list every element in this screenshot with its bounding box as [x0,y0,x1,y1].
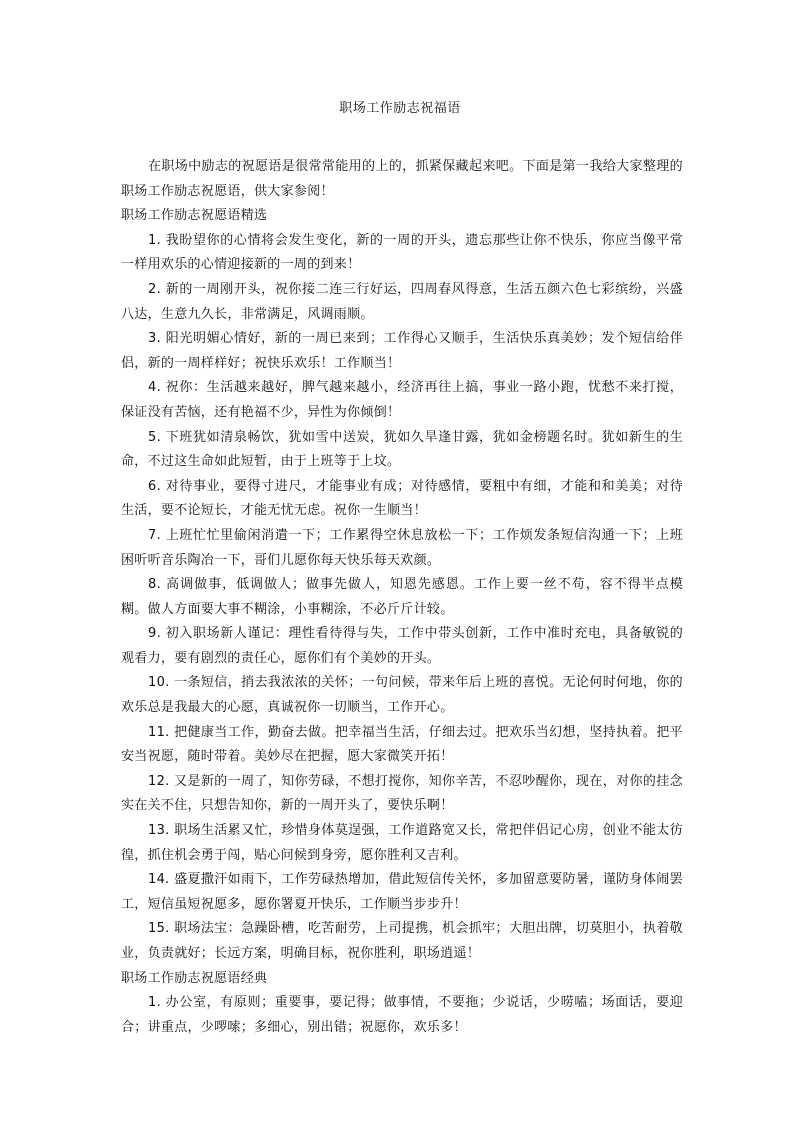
list-item: 4. 祝你：生活越来越好，脾气越来越小，经济再往上搞，事业一路小跑，忧愁不来打搅，保证没有苦恼，还有艳福不少，异性为你倾倒！ [121,380,683,420]
list-item: 2. 新的一周刚开头，祝你接二连三行好运，四周春风得意，生活五颜六色七彩缤纷，兴盛八达，生意九久长，非常满足，风调雨顺。 [121,281,683,322]
list-item: 14. 盛夏撒汗如雨下，工作劳碌热增加，借此短信传关怀，多加留意要防暑，谨防身体闹罢工，短信虽短祝愿多，愿你署夏开快乐，工作顺当步步升！ [121,872,683,912]
list-item: 6. 对待事业，要得寸进尺，才能事业有成；对待感情，要粗中有细，才能和和美美；对待生活，要不论短长，才能无忧无虑。祝你一生顺当！ [121,478,683,519]
list-item: 1. 我盼望你的心情将会发生变化，新的一周的开头，遗忘那些让你不快乐，你应当像平常一样用欢乐的心情迎接新的一周的到来！ [121,232,683,273]
document-body [121,155,683,1040]
list-item: 7. 上班忙忙里偷闲消遣一下；工作累得空休息放松一下；工作烦发条短信沟通一下；上班困听听音乐陶冶一下，哥们儿愿你每天快乐每天欢颜。 [121,527,683,568]
section-heading-classic: 职场工作励志祝愿语经典 [121,970,268,986]
list-item: 10. 一条短信，捎去我浓浓的关怀；一句问候，带来年后上班的喜悦。无论何时何地，你的欢乐总是我最大的心愿，真诚祝你一切顺当，工作开心。 [121,675,683,716]
list-item: 8. 高调做事，低调做人；做事先做人，知恩先感恩。工作上要一丝不苟，容不得半点模糊。做人方面要大事不糊涂，小事糊涂，不必斤斤计较。 [121,577,683,617]
intro-paragraph: 在职场中励志的祝愿语是很常常能用的上的，抓紧保藏起来吧。下面是第一我给大家整理的职场工作励志祝愿语，供大家参阅！ [121,159,683,199]
list-item: 11. 把健康当工作，勤奋去做。把幸福当生活，仔细去过。把欢乐当幻想，坚持执着。把平安当祝愿，随时带着。美妙尽在把握，愿大家微笑开拓！ [121,724,683,765]
list-item: 5. 下班犹如清泉畅饮，犹如雪中送炭，犹如久旱逢甘露，犹如金榜题名时。犹如新生的生命，不过这生命如此短暂，由于上班等于上坟。 [121,429,683,470]
list-item: 13. 职场生活累又忙，珍惜身体莫逞强，工作道路宽又长，常把伴侣记心房，创业不能太彷徨，抓住机会勇于闯，贴心问候到身旁，愿你胜利又吉利。 [121,823,683,863]
list-item: 12. 又是新的一周了，知你劳碌，不想打搅你，知你辛苦，不忍吵醒你，现在，对你的挂念实在关不住，只想告知你，新的一周开头了，要快乐啊！ [121,773,683,814]
list-item: 9. 初入职场新人谨记：理性看待得与失，工作中带头创新，工作中准时充电，具备敏锐的观看力，要有剧烈的责任心，愿你们有个美妙的开头。 [121,626,683,666]
list-item: 1. 办公室，有原则；重要事，要记得；做事情，不要拖；少说话，少唠嗑；场面话，要迎合；讲重点，少啰嗦；多细心，别出错；祝愿你，欢乐多！ [121,995,683,1035]
document-title: 职场工作励志祝福语 [339,101,461,116]
list-item: 3. 阳光明媚心情好，新的一周已来到；工作得心又顺手，生活快乐真美妙；发个短信给伴侣，新的一周样样好；祝快乐欢乐！工作顺当！ [121,331,683,371]
section-heading-selected: 职场工作励志祝愿语精选 [121,208,268,224]
list-item: 15. 职场法宝：急躁卧槽，吃苦耐劳，上司提携，机会抓牢；大胆出牌，切莫胆小，执着敬业，负责就好；长远方案，明确目标，祝你胜利，职场逍遥！ [121,921,683,961]
